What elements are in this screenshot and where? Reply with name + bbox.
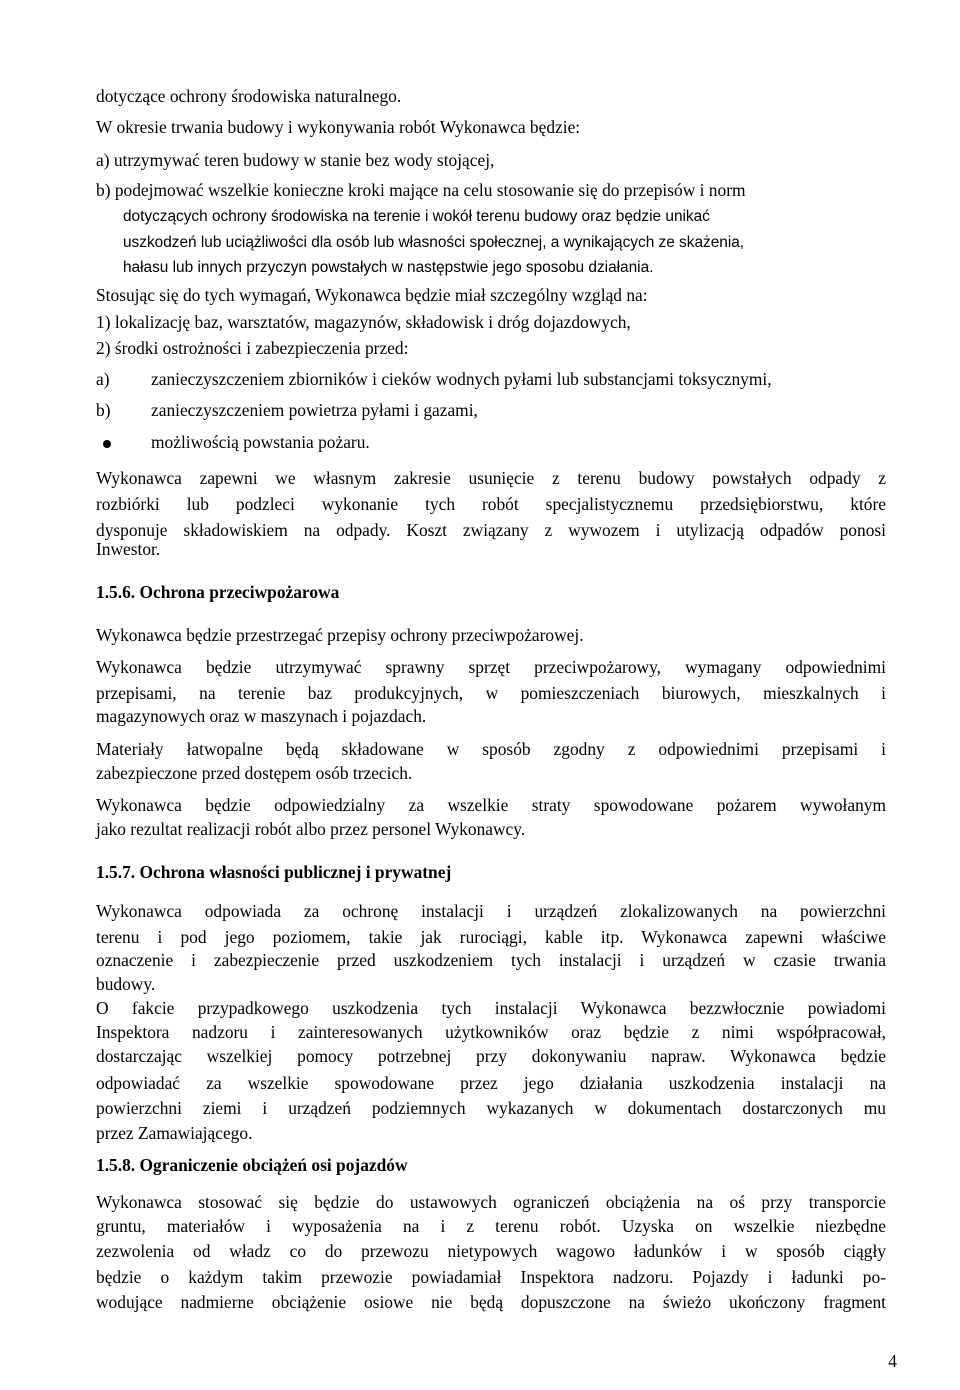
text-line: dotyczących ochrony środowiska na terenie i wokół terenu budowy oraz będzie unikać — [123, 208, 710, 225]
text-line: Stosując się do tych wymagań, Wykonawca będzie miał szczególny wzgląd na: — [96, 285, 648, 305]
sublist-bullet-item: możliwością powstania pożaru. — [151, 432, 370, 452]
sublist-text: zanieczyszczeniem powietrza pyłami i gazami, — [151, 400, 478, 420]
text-line: budowy. — [96, 974, 156, 994]
bullet-icon — [103, 440, 111, 448]
list-item-b: b) podejmować wszelkie konieczne kroki mające na celu stosowanie się do przepisów i norm — [96, 180, 746, 200]
text-line: Wykonawca będzie utrzymywać sprawny sprzęt przeciwpożarowy, wymagany odpowiednimi — [96, 657, 886, 677]
list-item-2: 2) środki ostrożności i zabezpieczenia przed: — [96, 338, 409, 358]
section-heading-1-5-7: 1.5.7. Ochrona własności publicznej i prywatnej — [96, 862, 452, 882]
text-line: będzie o każdym takim przewozie powiadamiał Inspektora nadzoru. Pojazdy i ładunki po- — [96, 1267, 886, 1287]
text-line: uszkodzeń lub uciążliwości dla osób lub własności społecznej, a wynikających ze skażenia, — [123, 234, 745, 251]
text-line: hałasu lub innych przyczyn powstałych w następstwie jego sposobu działania. — [123, 259, 654, 276]
sublist-label: b) — [96, 400, 111, 420]
text-line: Wykonawca będzie przestrzegać przepisy ochrony przeciwpożarowej. — [96, 625, 584, 645]
text-line: zabezpieczone przed dostępem osób trzecich. — [96, 763, 413, 783]
section-heading-1-5-8: 1.5.8. Ograniczenie obciążeń osi pojazdów — [96, 1155, 408, 1175]
text-line: dostarczając wszelkiej pomocy potrzebnej przy dokonywaniu napraw. Wykonawca będzie — [96, 1046, 886, 1066]
text-line: zezwolenia od władz co do przewozu nietypowych wagowo ładunków i w sposób ciągły — [96, 1241, 886, 1261]
text-line: Materiały łatwopalne będą składowane w sposób zgodny z odpowiednimi przepisami i — [96, 739, 886, 759]
list-item-a: a) utrzymywać teren budowy w stanie bez wody stojącej, — [96, 150, 495, 170]
text-line: gruntu, materiałów i wyposażenia na i z terenu robót. Uzyska on wszelkie niezbędne — [96, 1216, 886, 1236]
text-line: W okresie trwania budowy i wykonywania robót Wykonawca będzie: — [96, 117, 581, 137]
text-line: przez Zamawiającego. — [96, 1123, 253, 1143]
text-line: dotyczące ochrony środowiska naturalnego. — [96, 86, 402, 106]
text-line: wodujące nadmierne obciążenie osiowe nie będą dopuszczone na świeżo ukończony fragment — [96, 1292, 886, 1312]
text-line: powierzchni ziemi i urządzeń podziemnych wykazanych w dokumentach dostarczonych mu — [96, 1098, 886, 1118]
text-line: jako rezultat realizacji robót albo przez personel Wykonawcy. — [96, 819, 526, 839]
text-line: O fakcie przypadkowego uszkodzenia tych instalacji Wykonawca bezzwłocznie powiadomi — [96, 998, 886, 1018]
text-line: przepisami, na terenie baz produkcyjnych, w pomieszczeniach biurowych, mieszkalnych i — [96, 683, 886, 703]
text-line: oznaczenie i zabezpieczenie przed uszkodzeniem tych instalacji i urządzeń w czasie trwania — [96, 950, 886, 970]
page-number: 4 — [888, 1351, 897, 1371]
text-line: Inspektora nadzoru i zainteresowanych użytkowników oraz będzie z nimi współpracował, — [96, 1022, 886, 1042]
list-item-1: 1) lokalizację baz, warsztatów, magazynów, składowisk i dróg dojazdowych, — [96, 312, 631, 332]
text-line: terenu i pod jego poziomem, takie jak rurociągi, kable itp. Wykonawca zapewni właściwe — [96, 927, 886, 947]
text-line: Wykonawca stosować się będzie do ustawowych ograniczeń obciążenia na oś przy transporcie — [96, 1192, 886, 1212]
text-line: magazynowych oraz w maszynach i pojazdach. — [96, 706, 427, 726]
sublist-label: a) — [96, 369, 110, 389]
text-line: odpowiadać za wszelkie spowodowane przez jego działania uszkodzenia instalacji na — [96, 1073, 886, 1093]
text-line: dysponuje składowiskiem na odpady. Koszt związany z wywozem i utylizacją odpadów ponosi — [96, 520, 886, 540]
text-line: rozbiórki lub podzleci wykonanie tych robót specjalistycznemu przedsiębiorstwu, które — [96, 494, 886, 514]
sublist-item-a — [96, 367, 886, 393]
sublist-item-b — [96, 398, 886, 424]
text-line: Wykonawca będzie odpowiedzialny za wszelkie straty spowodowane pożarem wywołanym — [96, 795, 886, 815]
sublist-text: zanieczyszczeniem zbiorników i cieków wodnych pyłami lub substancjami toksycznymi, — [151, 369, 772, 389]
section-heading-1-5-6: 1.5.6. Ochrona przeciwpożarowa — [96, 582, 340, 602]
text-line: Inwestor. — [96, 539, 161, 559]
text-line: Wykonawca odpowiada za ochronę instalacji i urządzeń zlokalizowanych na powierzchni — [96, 901, 886, 921]
text-line: Wykonawca zapewni we własnym zakresie usunięcie z terenu budowy powstałych odpady z — [96, 468, 886, 488]
